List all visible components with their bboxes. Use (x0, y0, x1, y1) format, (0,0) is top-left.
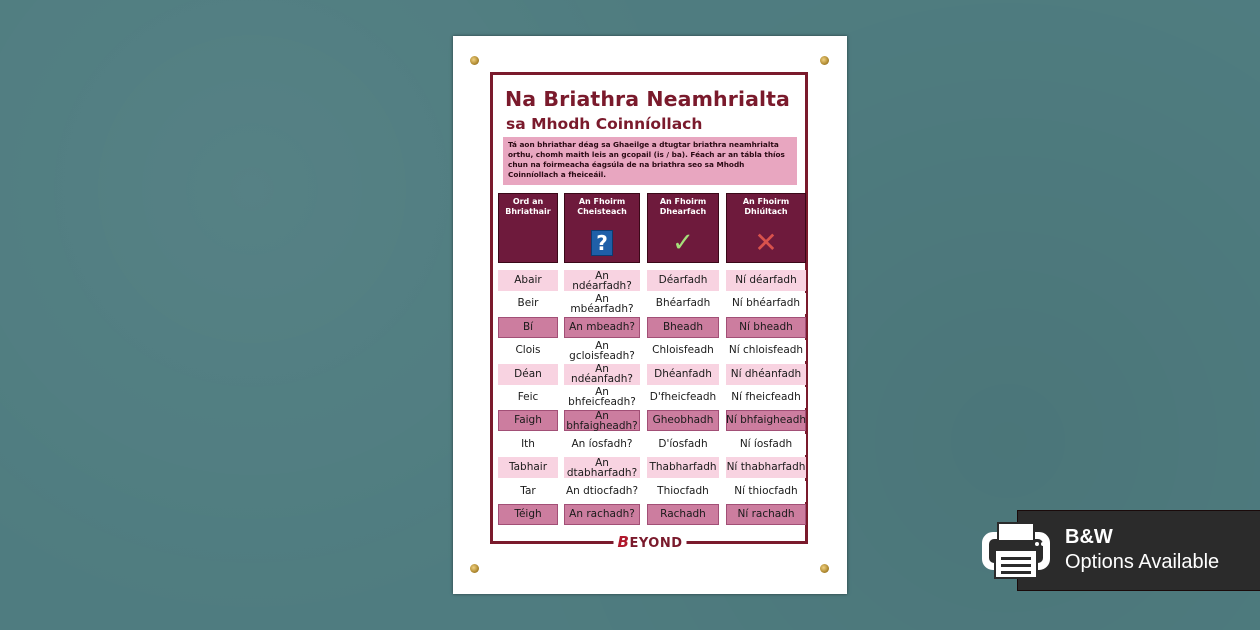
question-cell (564, 387, 640, 408)
verb-cell (498, 410, 558, 431)
negative-cell (726, 364, 806, 385)
cell-text: Thabharfadh (649, 461, 717, 474)
negative-cell (726, 481, 806, 502)
cell-text: Feic (517, 390, 539, 403)
cell-text: ndéanfadh? (571, 373, 633, 386)
negative-cell (726, 410, 806, 431)
question-icon: ? (591, 230, 613, 256)
header-label: An Fhoirm Cheisteach (577, 197, 627, 216)
header-question (564, 193, 640, 263)
cell-text: Abair (514, 274, 542, 286)
beyond-logo (614, 533, 687, 551)
negative-cell (726, 434, 806, 455)
positive-cell (647, 270, 719, 291)
verb-cell (498, 270, 558, 291)
positive-cell (647, 434, 719, 455)
question-cell (564, 410, 640, 431)
pin-icon (470, 56, 479, 65)
cell-text: Ní bhéarfadh (731, 297, 801, 310)
negative-cell (726, 387, 806, 408)
negative-cell (726, 504, 806, 525)
header-label: Ord an Bhriathair (505, 197, 551, 216)
pin-icon (820, 564, 829, 573)
poster-preview (453, 36, 847, 594)
cell-text: D'íosfadh (658, 437, 708, 450)
table-row (498, 269, 806, 292)
question-wrap (591, 230, 613, 256)
table-row (498, 503, 806, 526)
cell-text: bhfeicfeadh? (568, 396, 636, 409)
verb-cell (498, 481, 558, 502)
verb-table (498, 269, 806, 526)
cell-text: Clois (515, 344, 541, 357)
question-cell (564, 457, 640, 478)
cell-text: Tar (520, 484, 536, 497)
badge-title: B&W (1065, 526, 1113, 548)
cell-text: Beir (517, 297, 539, 310)
cell-text: dtabharfadh? (566, 466, 638, 479)
cell-text: bhfaigheadh? (566, 419, 638, 432)
header-positive (647, 193, 719, 263)
cell-text: Gheobhadh (652, 414, 714, 427)
printer-icon (981, 520, 1051, 582)
question-cell (564, 504, 640, 525)
header-negative (726, 193, 806, 263)
cell-text: Chloisfeadh (652, 344, 714, 357)
cell-text: An (595, 269, 609, 282)
check-icon: ✓ (672, 228, 694, 258)
table-header (498, 193, 806, 263)
cell-text: Téigh (514, 507, 542, 520)
table-row (498, 433, 806, 456)
cell-text: gcloisfeadh? (569, 349, 635, 362)
logo-text: EYOND (629, 536, 683, 551)
poster-frame (490, 72, 808, 544)
cell-text: An rachadh? (569, 507, 635, 520)
verb-cell (498, 340, 558, 361)
negative-cell (726, 293, 806, 314)
negative-cell (726, 457, 806, 478)
cell-text: Déarfadh (658, 274, 708, 286)
badge-subtitle: Options Available (1065, 551, 1220, 573)
header-label: An Fhoirm Dhiúltach (742, 197, 790, 216)
cell-text: Déan (514, 367, 542, 380)
poster-title: Na Briathra Neamhrialta (505, 87, 790, 111)
cell-text: Ní fheicfeadh (731, 390, 801, 403)
verb-cell (498, 364, 558, 385)
positive-cell (647, 457, 719, 478)
table-row (498, 363, 806, 386)
cell-text: D'fheicfeadh (649, 390, 717, 403)
cell-text: Ní bheadh (739, 320, 793, 333)
negative-cell (726, 317, 806, 338)
question-cell (564, 481, 640, 502)
cell-text: An dtiocfadh? (565, 484, 639, 497)
poster-subtitle: sa Mhodh Coinníollach (506, 115, 703, 133)
cell-text: Ní rachadh (737, 507, 795, 520)
table-row (498, 456, 806, 479)
table-row (498, 292, 806, 315)
question-cell (564, 340, 640, 361)
table-row (498, 316, 806, 339)
table-row (498, 339, 806, 362)
positive-cell (647, 364, 719, 385)
positive-cell (647, 481, 719, 502)
question-cell (564, 364, 640, 385)
cell-text: An íosfadh? (571, 437, 633, 450)
cell-text: Ní thabharfadh (726, 461, 806, 474)
verb-cell (498, 317, 558, 338)
cell-text: Thiocfadh (657, 484, 709, 497)
table-row (498, 386, 806, 409)
question-cell (564, 317, 640, 338)
cell-text: Dhéanfadh (654, 367, 712, 380)
cell-text: Ní íosfadh (739, 437, 793, 450)
cell-text: Faigh (514, 414, 542, 427)
table-row (498, 409, 806, 432)
verb-cell (498, 387, 558, 408)
header-label: An Fhoirm Dhearfach (659, 197, 707, 216)
cell-text: Ní thiocfadh (734, 484, 798, 497)
positive-cell (647, 317, 719, 338)
pin-icon (820, 56, 829, 65)
cell-text: Bí (522, 320, 534, 333)
negative-cell (726, 340, 806, 361)
cell-text: Tabhair (508, 461, 548, 474)
cell-text: An (595, 456, 609, 469)
intro-text: Tá aon bhriathar déag sa Ghaeilge a dtugtar briathra neamhrialta orthu, chomh maith leis an gcopail (is / ba). Féach ar an tábla thíos chun na foirmeacha éagsúla de na briathra seo sa Mhodh Coinníollach a fheiceáil. (503, 137, 797, 185)
cell-text: mbéarfadh? (570, 302, 634, 315)
cell-text: An (595, 363, 609, 376)
cell-text: An (595, 409, 609, 422)
cross-icon: ✕ (754, 226, 778, 259)
cell-text: Bhéarfadh (655, 297, 711, 310)
positive-cell (647, 387, 719, 408)
header-verb (498, 193, 558, 263)
verb-cell (498, 434, 558, 455)
positive-cell (647, 293, 719, 314)
verb-cell (498, 504, 558, 525)
cell-text: Bheadh (662, 320, 704, 333)
negative-cell (726, 270, 806, 291)
cell-text: Ith (521, 437, 535, 450)
cell-text: An (595, 339, 609, 352)
cell-text: An (595, 386, 609, 399)
verb-cell (498, 457, 558, 478)
cell-text: An (595, 292, 609, 305)
cell-text: Ní bhfaigheadh (726, 414, 807, 427)
cell-text: Ní déarfadh (735, 274, 797, 286)
pin-icon (470, 564, 479, 573)
table-row (498, 480, 806, 503)
verb-cell (498, 293, 558, 314)
question-cell (564, 434, 640, 455)
cell-text: ndéarfadh? (572, 279, 632, 292)
positive-cell (647, 504, 719, 525)
positive-cell (647, 410, 719, 431)
cell-text: Ní dhéanfadh (730, 367, 802, 380)
question-cell (564, 293, 640, 314)
cell-text: Ní chloisfeadh (728, 344, 804, 357)
cell-text: An mbeadh? (569, 320, 635, 333)
question-cell (564, 270, 640, 291)
positive-cell (647, 340, 719, 361)
cell-text: Rachadh (660, 507, 706, 520)
logo-initial: B (617, 533, 630, 551)
